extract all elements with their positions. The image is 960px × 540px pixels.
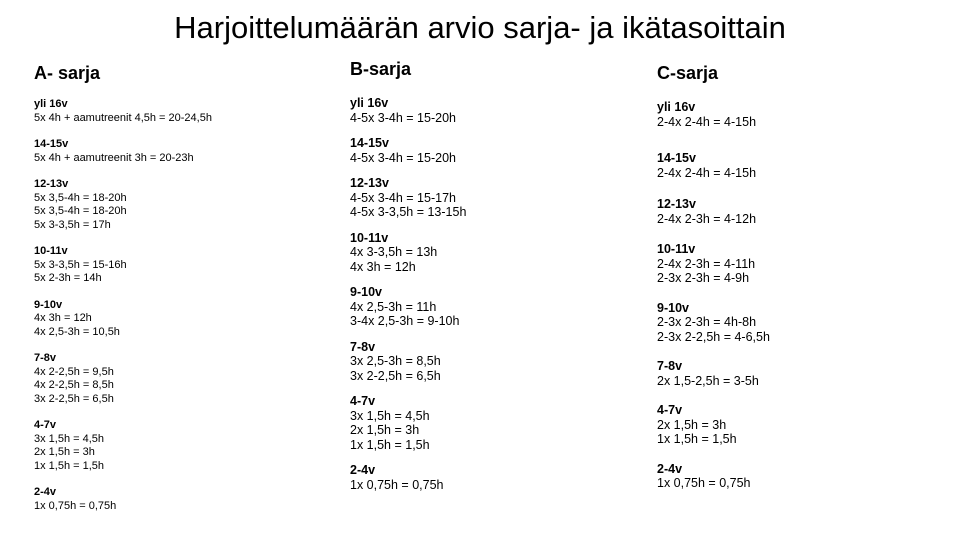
training-amount-line: 1x 0,75h = 0,75h (657, 476, 751, 490)
training-amount-line: 2-3x 2-3h = 4h-8h (657, 315, 757, 329)
training-amount-line: 3-4x 2,5-3h = 9-10h (350, 314, 460, 328)
age-group-label: 2-4v (350, 463, 376, 477)
age-group (657, 359, 947, 388)
column-heading: B-sarja (350, 59, 412, 79)
age-group-label: 14-15v (657, 151, 696, 165)
column-a-sarja (34, 62, 324, 513)
age-group-label: 2-4v (34, 486, 57, 498)
column-c-sarja (657, 62, 947, 491)
training-amount-line: 5x 3-3,5h = 17h (34, 218, 111, 231)
age-group-label: 14-15v (34, 138, 69, 150)
training-amount-line: 2x 1,5h = 3h (34, 446, 95, 458)
training-amount-line: 4x 2-2,5h = 9,5h (34, 365, 114, 378)
age-group (657, 151, 947, 180)
training-amount-line: 2-3x 2-2,5h = 4-6,5h (657, 329, 770, 344)
age-group-label: 7-8v (34, 352, 57, 364)
age-group (34, 98, 324, 125)
age-group (657, 242, 947, 286)
age-group-label: 2-4v (657, 461, 683, 476)
age-group-label: 12-13v (657, 197, 696, 211)
age-group (34, 138, 324, 165)
age-group-label: 14-15v (350, 136, 389, 150)
age-group-label: 12-13v (350, 176, 389, 190)
age-group (34, 419, 324, 473)
age-group-label: 9-10v (350, 285, 382, 299)
age-group (657, 100, 947, 129)
age-group (350, 96, 640, 125)
age-group (350, 136, 640, 165)
training-amount-line: 1x 0,75h = 0,75h (34, 499, 117, 512)
age-group (350, 463, 640, 492)
training-amount-line: 2x 1,5-2,5h = 3-5h (657, 373, 759, 388)
column-heading: A- sarja (34, 63, 101, 83)
training-amount-line: 2-3x 2-3h = 4-9h (657, 271, 750, 285)
age-group (350, 231, 640, 275)
training-amount-line: 5x 2-3h = 14h (34, 272, 102, 284)
column-heading: C-sarja (657, 63, 719, 83)
training-amount-line: 5x 3,5-4h = 18-20h (34, 205, 127, 217)
training-amount-line: 1x 1,5h = 1,5h (350, 437, 430, 452)
age-group-label: 9-10v (34, 298, 63, 311)
training-amount-line: 5x 4h + aamutreenit 4,5h = 20-24,5h (34, 111, 212, 124)
age-group (657, 197, 947, 226)
age-group-label: 10-11v (350, 230, 389, 245)
training-amount-line: 2-4x 2-3h = 4-12h (657, 211, 757, 226)
training-amount-line: 4-5x 3-4h = 15-20h (350, 110, 456, 125)
training-amount-line: 1x 0,75h = 0,75h (350, 477, 444, 492)
age-group-label: 10-11v (657, 242, 696, 256)
column-b-sarja (350, 58, 640, 492)
age-group (657, 462, 947, 491)
age-group-label: 7-8v (350, 339, 376, 354)
age-group-label: 10-11v (34, 245, 68, 257)
training-amount-line: 3x 2-2,5h = 6,5h (350, 368, 441, 383)
training-amount-line: 3x 1,5h = 4,5h (34, 432, 105, 445)
age-group (350, 285, 640, 329)
age-group-label: yli 16v (657, 100, 696, 114)
training-amount-line: 4-5x 3-4h = 15-17h (350, 190, 456, 205)
page-title: Harjoittelumäärän arvio sarja- ja ikätasoittain (174, 10, 786, 45)
age-group (657, 301, 947, 345)
age-group (350, 394, 640, 452)
training-amount-line: 4-5x 3-4h = 15-20h (350, 150, 456, 165)
age-group (350, 176, 640, 220)
age-group-label: 4-7v (657, 403, 683, 417)
training-amount-line: 4x 2,5-3h = 10,5h (34, 325, 120, 338)
age-group (34, 178, 324, 232)
training-amount-line: 2x 1,5h = 3h (350, 423, 420, 437)
training-amount-line: 5x 4h + aamutreenit 3h = 20-23h (34, 151, 194, 164)
training-amount-line: 3x 1,5h = 4,5h (350, 408, 430, 423)
age-group (34, 352, 324, 406)
training-amount-line: 1x 1,5h = 1,5h (657, 432, 737, 446)
training-amount-line: 4x 3h = 12h (350, 259, 416, 274)
training-amount-line: 2x 1,5h = 3h (657, 417, 727, 432)
training-amount-line: 4x 3-3,5h = 13h (350, 245, 438, 259)
age-group-label: 12-13v (34, 178, 69, 190)
training-amount-line: 1x 1,5h = 1,5h (34, 459, 105, 472)
training-amount-line: 2-4x 2-3h = 4-11h (657, 256, 756, 271)
age-group-label: yli 16v (34, 98, 68, 110)
training-amount-line: 4x 2,5-3h = 11h (350, 299, 437, 314)
training-amount-line: 3x 2-2,5h = 6,5h (34, 392, 114, 405)
age-group (34, 245, 324, 286)
age-group-label: 9-10v (657, 300, 689, 315)
age-group-label: 4-7v (34, 419, 57, 431)
training-amount-line: 2-4x 2-4h = 4-15h (657, 165, 757, 180)
age-group (350, 340, 640, 384)
age-group-label: yli 16v (350, 96, 389, 110)
training-amount-line: 2-4x 2-4h = 4-15h (657, 114, 757, 129)
age-group (34, 486, 324, 513)
age-group-label: 7-8v (657, 359, 683, 373)
training-amount-line: 5x 3,5-4h = 18-20h (34, 191, 127, 204)
training-amount-line: 4x 2-2,5h = 8,5h (34, 379, 114, 391)
age-group-label: 4-7v (350, 394, 376, 408)
age-group (657, 403, 947, 447)
training-amount-line: 4x 3h = 12h (34, 312, 92, 324)
training-amount-line: 4-5x 3-3,5h = 13-15h (350, 205, 467, 219)
age-group (34, 299, 324, 340)
training-amount-line: 3x 2,5-3h = 8,5h (350, 354, 441, 368)
training-amount-line: 5x 3-3,5h = 15-16h (34, 258, 127, 271)
